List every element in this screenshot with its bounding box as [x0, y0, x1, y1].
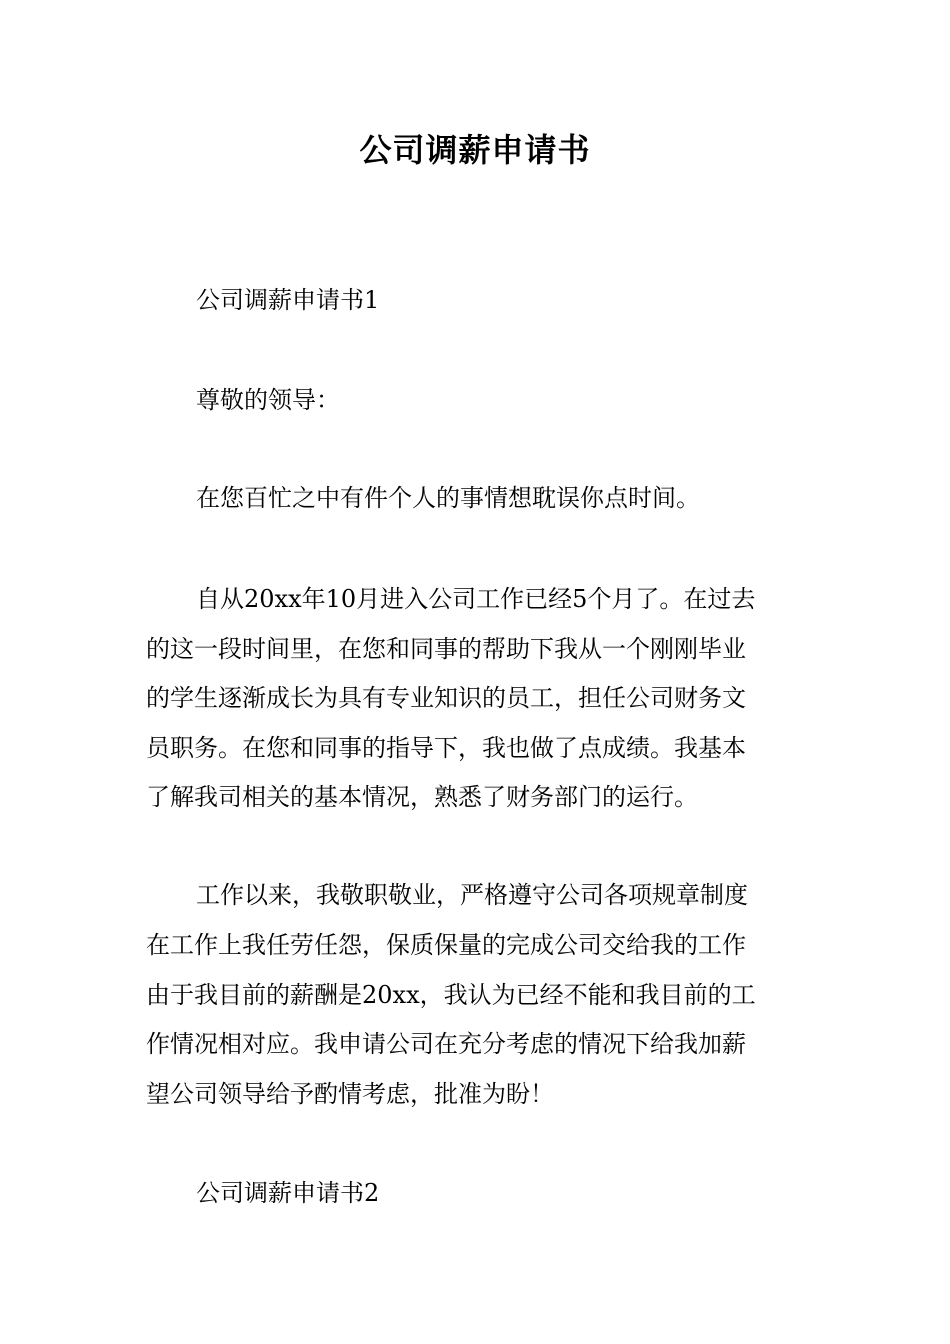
paragraph-3-line: 作情况相对应。我申请公司在充分考虑的情况下给我加薪: [146, 1030, 746, 1058]
paragraph-2-line: 的这一段时间里，在您和同事的帮助下我从一个刚刚毕业: [146, 635, 746, 663]
paragraph-1: 在您百忙之中有件个人的事情想耽误你点时间。: [196, 484, 700, 512]
paragraph-3-line: 望公司领导给予酌情考虑，批准为盼！: [146, 1080, 554, 1108]
section-heading-2: 公司调薪申请书2: [196, 1179, 380, 1207]
paragraph-3-line: 工作以来，我敬职敬业，严格遵守公司各项规章制度: [196, 881, 748, 909]
paragraph-3-line: 在工作上我任劳任怨，保质保量的完成公司交给我的工作: [146, 931, 746, 959]
paragraph-2-line: 的学生逐渐成长为具有专业知识的员工，担任公司财务文: [146, 684, 746, 712]
paragraph-2-line: 了解我司相关的基本情况，熟悉了财务部门的运行。: [146, 783, 698, 811]
paragraph-2-line: 员职务。在您和同事的指导下，我也做了点成绩。我基本: [146, 734, 746, 762]
salutation: 尊敬的领导：: [196, 386, 340, 414]
paragraph-3-line: 由于我目前的薪酬是20xx，我认为已经不能和我目前的工: [146, 981, 756, 1009]
document-title: 公司调薪申请书: [359, 131, 591, 169]
paragraph-2-line: 自从20xx年10月进入公司工作已经5个月了。在过去: [196, 585, 756, 613]
section-heading-1: 公司调薪申请书1: [196, 286, 380, 314]
